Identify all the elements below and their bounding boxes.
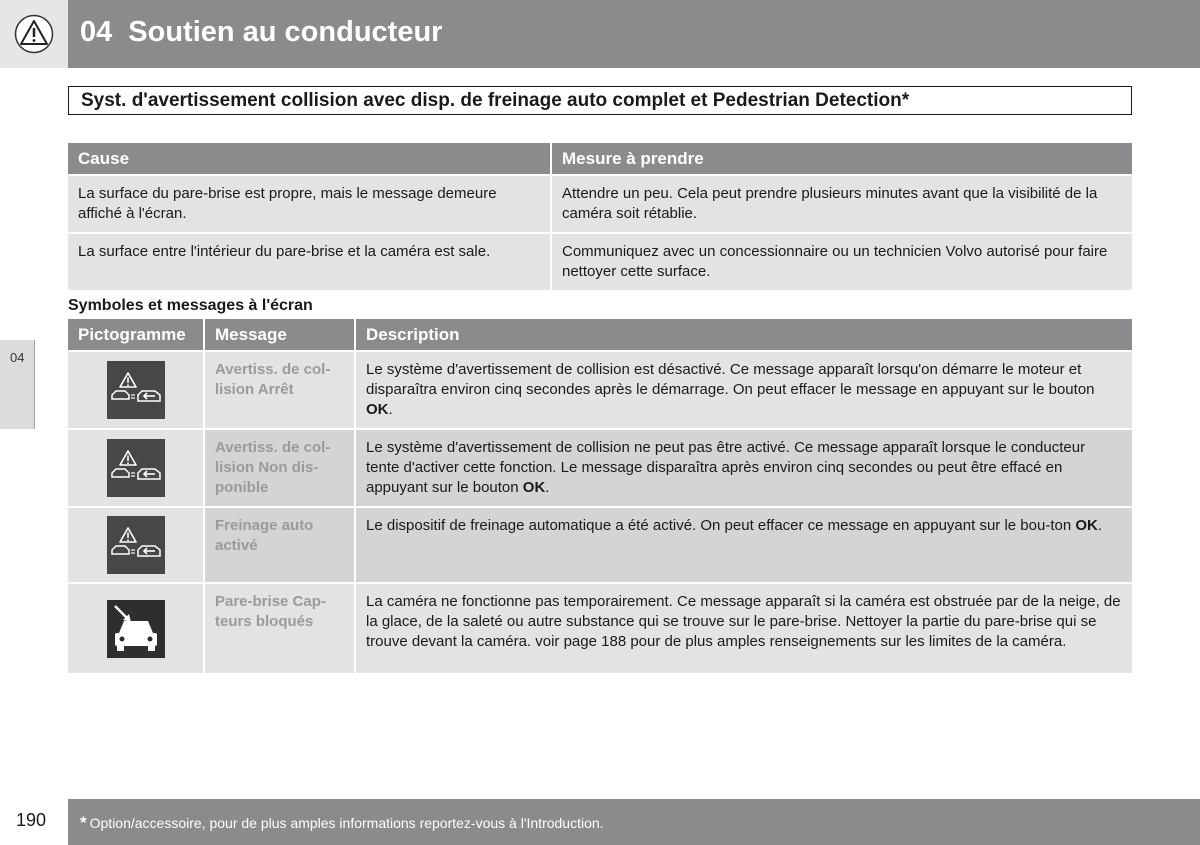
symbols-heading: Symboles et messages à l'écran xyxy=(68,297,313,314)
message-cell xyxy=(204,429,355,507)
message-cell xyxy=(204,351,355,429)
column-header: Pictogramme xyxy=(68,319,204,351)
collision-warning-icon xyxy=(107,361,165,419)
collision-warning-icon xyxy=(107,439,165,497)
description-cell xyxy=(355,429,1132,507)
message-text: Pare-brise Cap-teurs bloqués xyxy=(215,593,326,630)
cause-cell: La surface entre l'intérieur du pare-brise et la caméra est sale. xyxy=(68,233,551,290)
table-header-row xyxy=(68,319,1132,351)
message-cell xyxy=(204,507,355,583)
description-text: Le système d'avertissement de collision est désactivé. Ce message apparaît lorsqu'on démarre le moteur et disparaîtra environ cinq secondes après le démarrage. On peut effacer le message en appuyant sur le bouton xyxy=(366,361,1095,398)
collision-warning-icon xyxy=(107,516,165,574)
footnote-star: * xyxy=(80,813,87,832)
description-end: . xyxy=(388,401,393,418)
description-text: Le système d'avertissement de collision ne peut pas être activé. Ce message apparaît lorsque le conducteur tente d'activer cette fonction. Le message disparaîtra après environ cinq secondes ou peut être effacé en appuyant sur le bouton xyxy=(366,439,1086,496)
table-row xyxy=(68,429,1132,507)
chapter-title xyxy=(80,16,442,49)
description-text: Le dispositif de freinage automatique a été activé. On peut effacer ce message en appuyant sur le bou-ton xyxy=(366,517,1076,534)
message-cell xyxy=(204,583,355,673)
page-number: 190 xyxy=(16,810,47,830)
table-row xyxy=(68,507,1132,583)
section-title-box xyxy=(68,86,1132,115)
table-row xyxy=(68,583,1132,673)
ok-button-label: OK xyxy=(522,479,546,496)
windshield-sensor-blocked-icon xyxy=(107,600,165,658)
description-end: . xyxy=(545,479,550,496)
ok-button-label: OK xyxy=(366,401,389,418)
table-row xyxy=(68,351,1132,429)
side-tab-label: 04 xyxy=(10,350,25,365)
column-header: Cause xyxy=(68,143,551,175)
table-header-row xyxy=(68,143,1132,175)
footnote-text: Option/accessoire, pour de plus amples informations reportez-vous à l'Introduction. xyxy=(89,815,604,831)
cause-cell: La surface du pare-brise est propre, mais le message demeure affiché à l'écran. xyxy=(68,175,551,233)
message-text: Freinage auto activé xyxy=(215,517,314,554)
action-cell: Attendre un peu. Cela peut prendre plusieurs minutes avant que la visibilité de la caméra soit rétablie. xyxy=(551,175,1132,233)
chapter-side-tab[interactable] xyxy=(0,340,35,429)
message-text: Avertiss. de col-lision Arrêt xyxy=(215,361,331,398)
table-row xyxy=(68,175,1132,233)
action-cell: Communiquez avec un concessionnaire ou un technicien Volvo autorisé pour faire nettoyer cette surface. xyxy=(551,233,1132,290)
chapter-number: 04 xyxy=(80,16,113,48)
section-title: Syst. d'avertissement collision avec disp. de freinage auto complet et Pedestrian Detection* xyxy=(81,90,910,111)
pictogram-cell xyxy=(68,429,204,507)
column-header: Message xyxy=(204,319,355,351)
description-text: La caméra ne fonctionne pas temporairement. Ce message apparaît si la caméra est obstruée par de la neige, de la glace, de la saleté ou autre substance qui se trouve sur le pare-brise. Nettoyer la partie du pare-brise qui se trouve devant la caméra. voir page 188 pour de plus amples renseignements sur les limites de la caméra. xyxy=(366,593,1121,650)
column-header: Description xyxy=(355,319,1132,351)
warning-triangle-icon xyxy=(14,14,54,54)
chapter-title-text: Soutien au conducteur xyxy=(128,16,443,48)
pictogram-cell xyxy=(68,351,204,429)
column-header: Mesure à prendre xyxy=(551,143,1132,175)
pictogram-cell xyxy=(68,507,204,583)
cause-action-table xyxy=(68,143,1132,290)
table-row xyxy=(68,233,1132,290)
symbols-messages-table xyxy=(68,319,1132,673)
footer-note xyxy=(80,813,604,833)
description-cell xyxy=(355,583,1132,673)
ok-button-label: OK xyxy=(1075,517,1098,534)
description-end: . xyxy=(1097,517,1103,534)
message-text: Avertiss. de col-lision Non dis-ponible xyxy=(215,439,331,496)
pictogram-cell xyxy=(68,583,204,673)
description-cell xyxy=(355,507,1132,583)
description-cell xyxy=(355,351,1132,429)
